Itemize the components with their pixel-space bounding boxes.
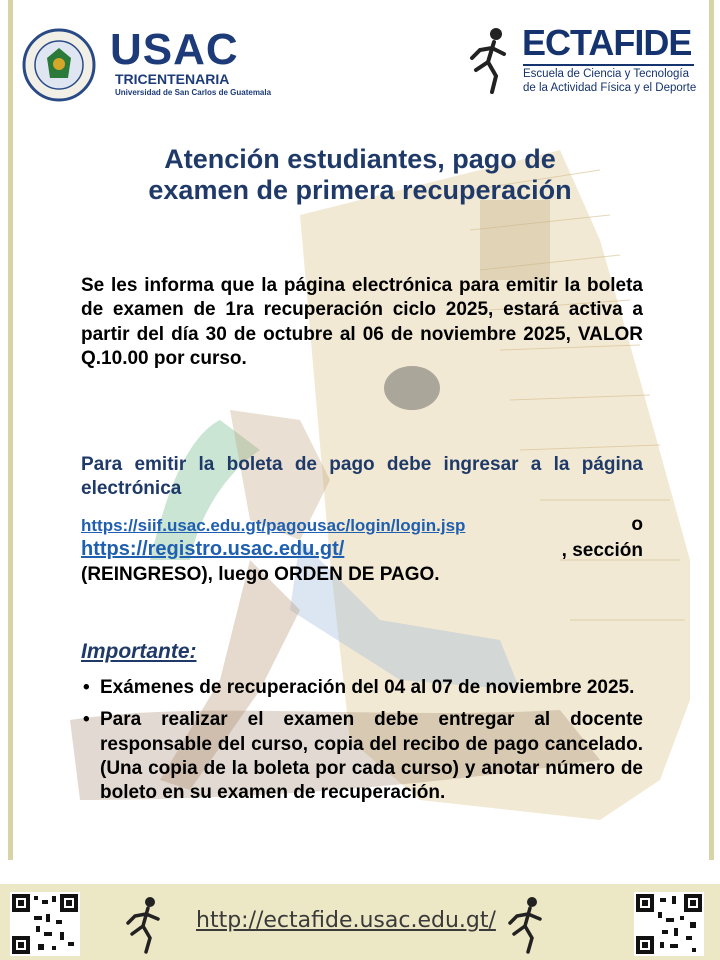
left-border-rail: [8, 0, 13, 860]
page-footer: [0, 884, 720, 960]
ectafide-line2: de la Actividad Física y el Deporte: [523, 82, 697, 94]
links-block: [81, 514, 643, 586]
website-link[interactable]: http://ectafide.usac.edu.gt/: [196, 908, 496, 933]
section-word: , sección: [561, 540, 643, 561]
important-list: [81, 676, 643, 813]
ectafide-line1: Escuela de Ciencia y Tecnología: [523, 68, 690, 80]
registro-link[interactable]: https://registro.usac.edu.gt/: [81, 538, 345, 560]
runner-icon: [458, 26, 520, 96]
ectafide-wordmark: ECTAFIDE: [522, 22, 692, 63]
usac-fullname: Universidad de San Carlos de Guatemala: [115, 88, 272, 97]
page-header: [0, 0, 720, 120]
usac-tricentenaria: TRICENTENARIA: [115, 71, 230, 87]
qr-code-right: [634, 892, 704, 956]
instructions-paragraph: Para emitir la boleta de pago debe ingresar a la página electrónica: [81, 454, 643, 500]
list-item: • Para realizar el examen debe entregar al docente responsable del curso, copia del recibo de pago cancelado. (Una copia de la boleta por cada curso) y anotar número de boleto en su examen de recuperación.: [81, 708, 643, 805]
runner-icon: [498, 894, 554, 956]
usac-seal-logo: [22, 28, 96, 102]
list-item: • Exámenes de recuperación del 04 al 07 de noviembre 2025.: [81, 676, 643, 700]
announcement-paragraph: Se les informa que la página electrónica para emitir la boleta de examen de 1ra recuperación ciclo 2025, estará activa a partir del día 30 de octubre al 06 de noviembre 2025, VALOR Q.10.00 por curso.: [81, 275, 643, 369]
qr-code-left: [10, 892, 80, 956]
ectafide-divider: [523, 64, 694, 66]
important-label: Importante:: [81, 640, 197, 663]
page-title: Atención estudiantes, pago de examen de primera recuperación: [148, 144, 572, 205]
right-border-rail: [709, 0, 714, 860]
usac-wordmark: USAC: [110, 25, 239, 74]
siif-link[interactable]: https://siif.usac.edu.gt/pagousac/login/login.jsp: [81, 516, 466, 535]
runner-icon: [116, 894, 172, 956]
reingreso-instruction: (REINGRESO), luego ORDEN DE PAGO.: [81, 564, 440, 585]
or-word: o: [631, 514, 643, 535]
